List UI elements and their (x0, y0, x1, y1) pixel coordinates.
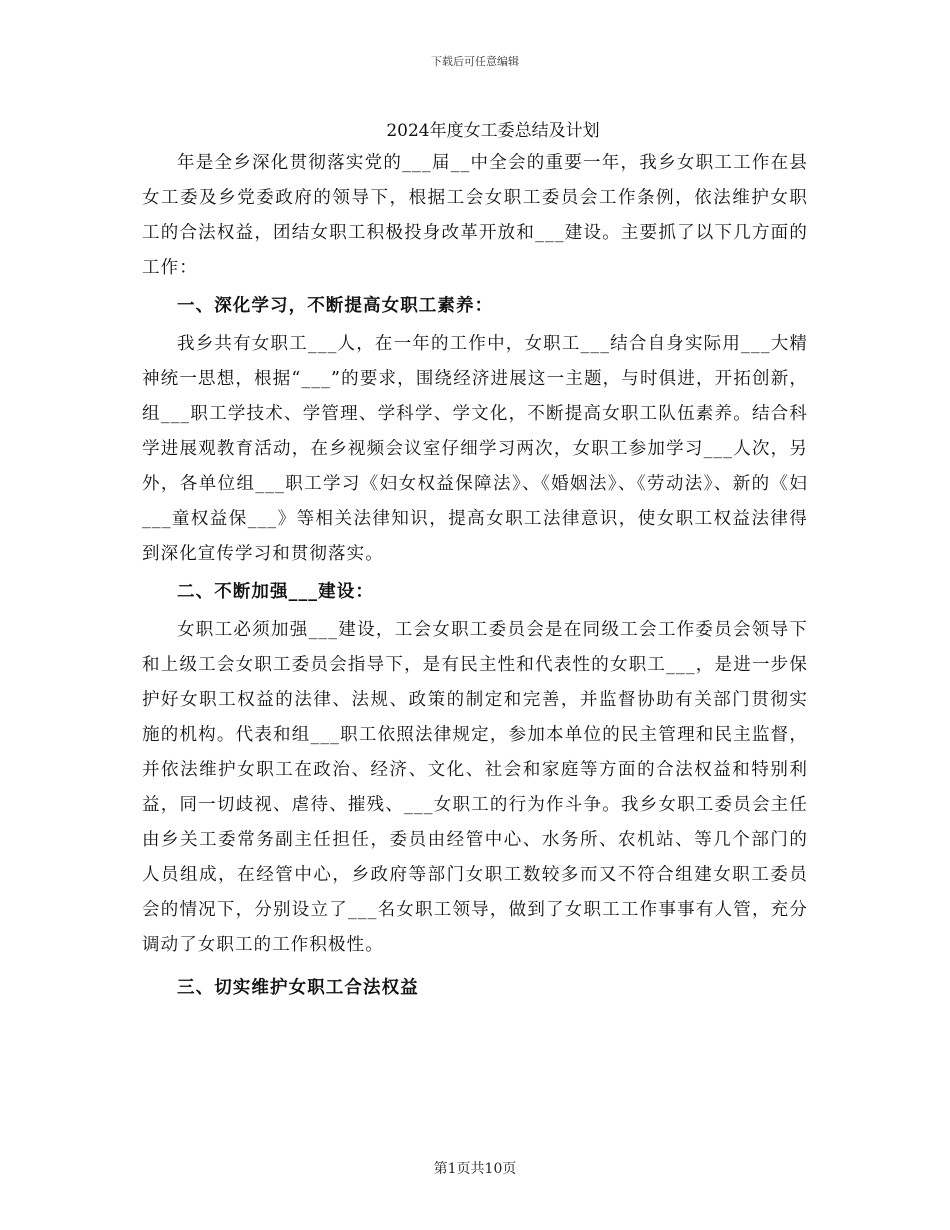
document-title: 2024年度女工委总结及计划 (386, 121, 600, 141)
section-body-1: 我乡共有女职工___人，在一年的工作中，女职工___结合自身实际用___大精神统一思想，根据“___”的要求，围绕经济进展这一主题，与时俱进，开拓创新，组___职工学技术、学管理、学科学、学文化，不断提高女职工队伍素养。结合科学进展观教育活动，在乡视频会议室仔细学习两次，女职工参加学习___人次，另外，各单位组___职工学习《妇女权益保障法》、《婚姻法》、《劳动法》、新的《妇___童权益保___》等相关法律知识，提高女职工法律意识，使女职工权益法律得到深化宣传学习和贯彻落实。 (142, 334, 808, 564)
section-body-2: 女职工必须加强___建设，工会女职工委员会是在同级工会工作委员会领导下和上级工会女职工委员会指导下，是有民主性和代表性的女职工___，是进一步保护好女职工权益的法律、法规、政策的制定和完善，并监督协助有关部门贯彻实施的机构。代表和组___职工依照法律规定，参加本单位的民主管理和民主监督，并依法维护女职工在政治、经济、文化、社会和家庭等方面的合法权益和特别利益，同一切歧视、虐待、摧残、___女职工的行为作斗争。我乡女职工委员会主任由乡关工委常务副主任担任，委员由经管中心、水务所、农机站、等几个部门的人员组成，在经管中心，乡政府等部门女职工数较多而又不符合组建女职工委员会的情况下，分别设立了___名女职工领导，做到了女职工工作事事有人管，充分调动了女职工的工作积极性。 (142, 620, 808, 955)
page-header-note: 下载后可任意编辑 (431, 55, 519, 68)
section-heading-3: 三、切实维护女职工合法权益 (177, 978, 419, 998)
document-body (142, 146, 808, 1006)
page-number: 第1页共10页 (433, 1161, 517, 1177)
section-heading-1: 一、深化学习，不断提高女职工素养： (177, 296, 494, 316)
intro-paragraph: 年是全乡深化贯彻落实党的___届__中全会的重要一年，我乡女职工工作在县女工委及乡党委政府的领导下，根据工会女职工委员会工作条例，依法维护女职工的合法权益，团结女职工积极投身改革开放和___建设。主要抓了以下几方面的工作： (142, 153, 808, 278)
section-heading-2: 二、不断加强___建设： (177, 582, 374, 602)
